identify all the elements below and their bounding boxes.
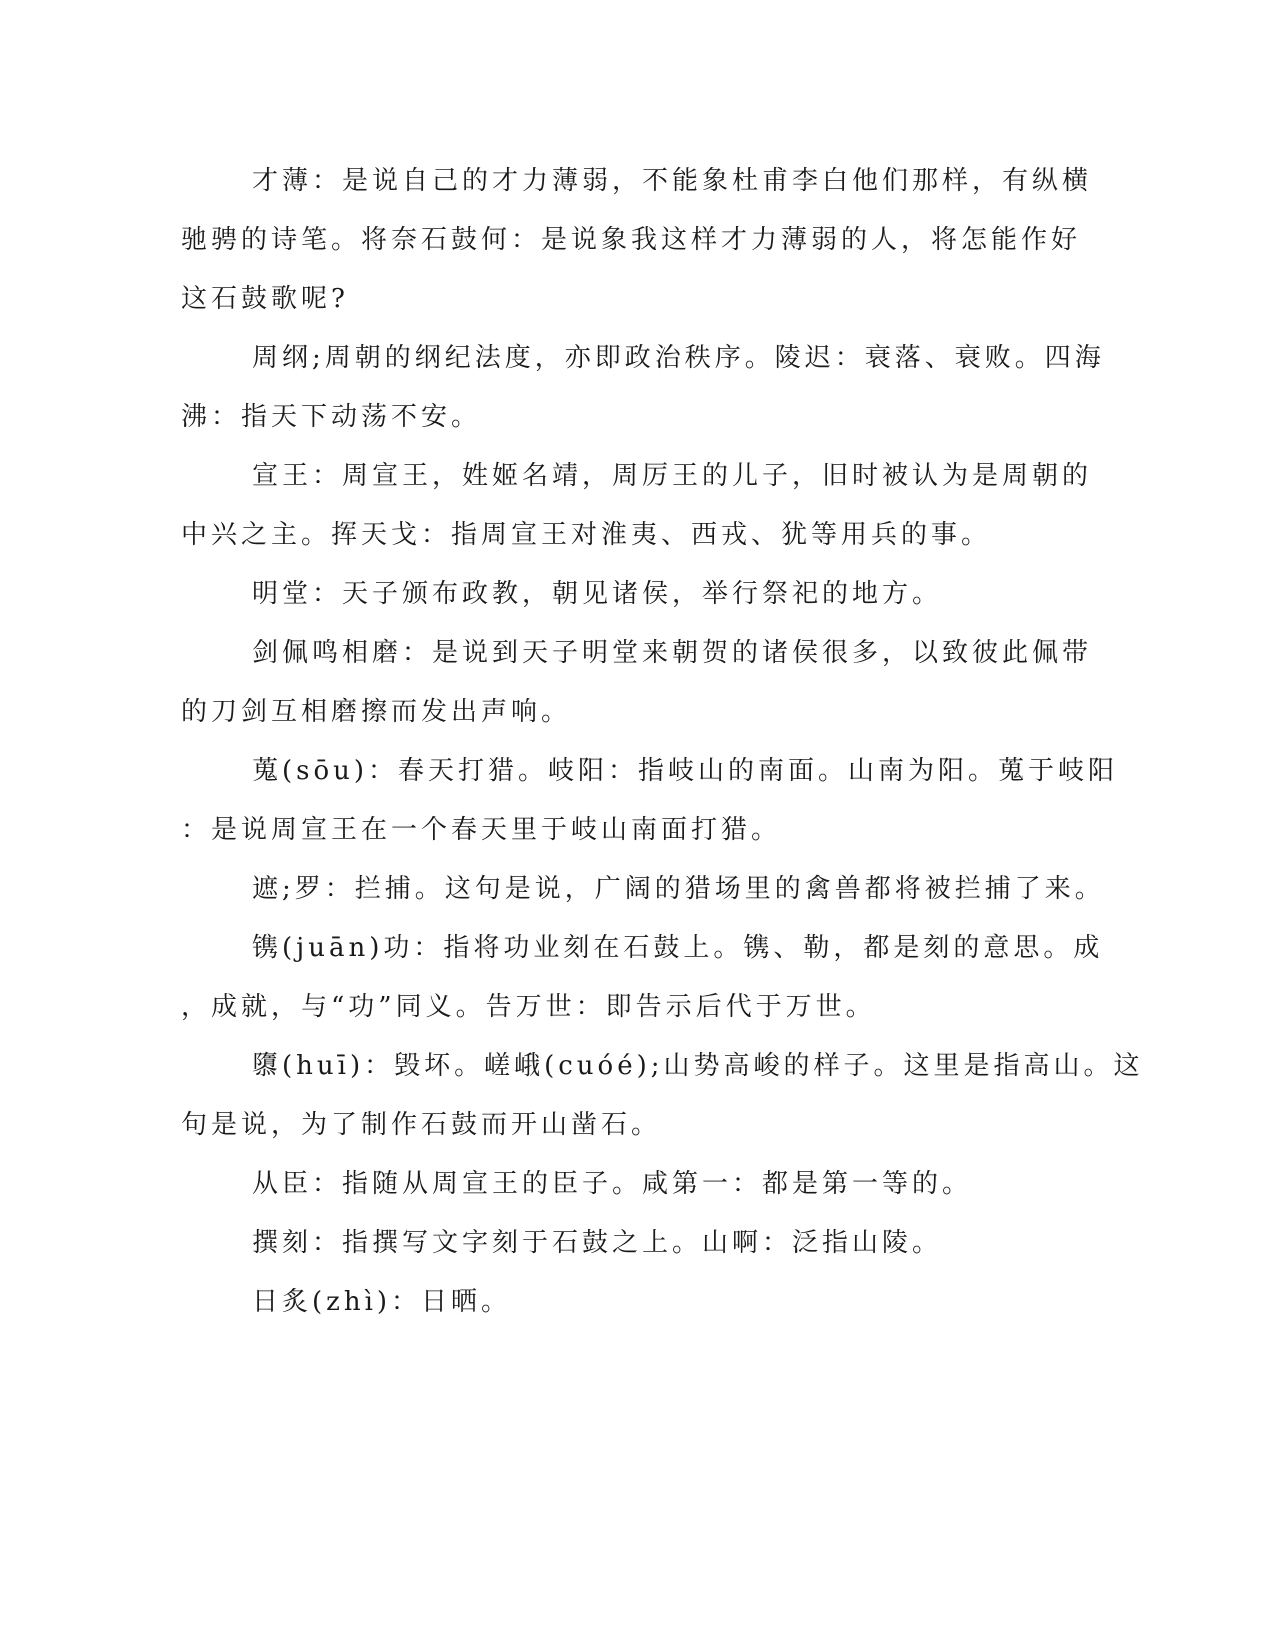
text-line: 的刀剑互相磨擦而发出声响。 (181, 697, 572, 727)
text-line: 从臣：指随从周宣王的臣子。咸第一：都是第一等的。 (252, 1169, 973, 1199)
text-line: 日炙(zhì)：日晒。 (252, 1287, 512, 1317)
text-line: 撰刻：指撰写文字刻于石鼓之上。山啊：泛指山陵。 (252, 1228, 943, 1258)
text-line: 驰骋的诗笔。将奈石鼓何：是说象我这样才力薄弱的人，将怎能作好 (181, 225, 1082, 255)
text-line: 明堂：天子颁布政教，朝见诸侯，举行祭祀的地方。 (252, 579, 943, 609)
text-line: 沸：指天下动荡不安。 (181, 402, 482, 432)
text-line: ：是说周宣王在一个春天里于岐山南面打猎。 (181, 815, 782, 845)
text-line: 才薄：是说自己的才力薄弱，不能象杜甫李白他们那样，有纵横 (252, 166, 1093, 196)
text-line: ，成就，与“功”同义。告万世：即告示后代于万世。 (181, 992, 876, 1022)
text-line: 遮;罗：拦捕。这句是说，广阔的猎场里的禽兽都将被拦捕了来。 (252, 874, 1105, 904)
text-line: 中兴之主。挥天戈：指周宣王对淮夷、西戎、犹等用兵的事。 (181, 520, 992, 550)
text-line: 句是说，为了制作石鼓而开山凿石。 (181, 1110, 662, 1140)
text-line: 镌(juān)功：指将功业刻在石鼓上。镌、勒，都是刻的意思。成 (252, 933, 1104, 963)
text-line: 剑佩鸣相磨：是说到天子明堂来朝贺的诸侯很多，以致彼此佩带 (252, 638, 1093, 668)
text-line: 这石鼓歌呢? (181, 284, 349, 314)
text-line: 蒐(sōu)：春天打猎。岐阳：指岐山的南面。山南为阳。蒐于岐阳 (252, 756, 1119, 786)
text-line: 隳(huī)：毁坏。嵯峨(cuóé);山势高峻的样子。这里是指高山。这 (252, 1051, 1144, 1081)
text-line: 宣王：周宣王，姓姬名靖，周厉王的儿子，旧时被认为是周朝的 (252, 461, 1093, 491)
text-line: 周纲;周朝的纲纪法度，亦即政治秩序。陵迟：衰落、衰败。四海 (252, 343, 1105, 373)
